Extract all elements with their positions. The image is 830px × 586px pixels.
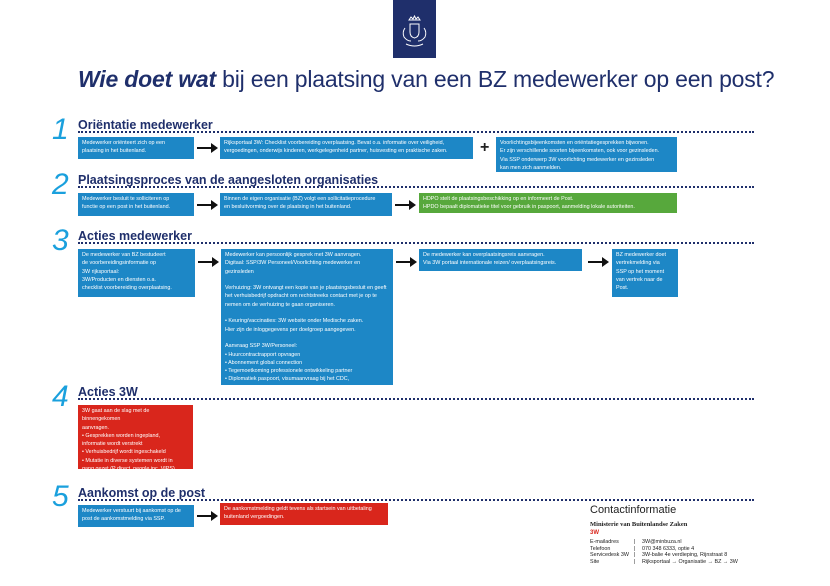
section-1-box-1 <box>78 137 194 159</box>
government-logo <box>393 0 436 58</box>
box-text-line: informatie wordt verstrekt <box>82 441 143 448</box>
box-text-line <box>225 309 389 317</box>
contact-ministry: Ministerie van Buitenlandse Zaken <box>590 521 688 528</box>
contact-table <box>590 539 738 565</box>
box-text-line: BZ medewerker doet <box>616 252 667 258</box>
box-text-line: Medewerker kan persoonlijk gesprek met 3W aanvragen. <box>225 252 362 258</box>
arrow-right-icon <box>198 256 220 268</box>
box-text-line: Er zijn verschillende soorten bijeenkomsten, ook voor gezinsleden. <box>500 148 660 155</box>
box-text-line: 3W/Producten en diensten o.a. <box>82 276 157 283</box>
section-2-box-3 <box>419 193 677 213</box>
box-text-line: • Gesprekken worden ingepland, <box>82 432 161 439</box>
section-2-number: 2 <box>52 168 69 201</box>
box-text-line: • Verhuisbedrijf wordt ingeschakeld <box>82 449 166 456</box>
box-text-line: Rijksportaal 3W: Checklist voorbereiding overplaatsing. Bevat o.a. informatie over veiligheid, <box>224 140 445 146</box>
section-4-heading: Acties 3W <box>78 385 138 399</box>
box-text-line: gang gezet (P direct, people inc, VIPS) <box>82 466 175 473</box>
box-text-line: checklist voorbereiding overplaatsing. <box>82 285 172 292</box>
contact-row-email: E-mailadres | 3W@minbuza.nl <box>590 539 738 546</box>
box-text-line: De medewerker kan overplaatsingsreis aanvragen. <box>423 252 545 258</box>
box-text-line: Voorlichtingsbijeenkomsten en oriëntatiegesprekken bijwonen. <box>500 140 649 146</box>
box-text-line: Verhuizing: 3W ontvangt een kopie van je plaatsingsbesluit en geeft <box>225 285 387 292</box>
section-3-box-4 <box>612 249 678 297</box>
box-text-line: de voorbereidingsinformatie op <box>82 260 157 267</box>
title-rest: bij een plaatsing van een BZ medewerker op een post? <box>215 66 775 92</box>
section-5-number: 5 <box>52 480 69 513</box>
contact-row-servicedesk: Servicedesk 3W | 3W-balie 4e verdieping, Rijnstraat 8 <box>590 552 728 559</box>
box-text-line: Medewerker besluit te solliciteren op <box>82 196 170 202</box>
section-1-box-3 <box>496 137 677 172</box>
box-text-line <box>225 276 389 284</box>
box-text-line: aanvragen. <box>82 424 109 431</box>
box-text-line: • Mutatie in diverse systemen wordt in <box>82 457 173 464</box>
box-text-line: • Keuring/vaccinaties: 3W website onder Medische zaken. <box>225 318 364 325</box>
box-text-line: Post. <box>616 285 629 292</box>
section-5-divider <box>78 499 754 501</box>
box-text-line: De aankomstmelding geldt tevens als startsein van uitbetaling <box>224 506 372 512</box>
section-4-divider <box>78 398 754 400</box>
coat-of-arms-icon <box>393 0 436 58</box>
section-3-number: 3 <box>52 224 69 257</box>
box-text-line: Via 3W portaal internationale reizen/ overplaatsingsreis. <box>423 260 557 267</box>
section-5-box-1 <box>78 505 194 527</box>
section-3-box-3 <box>419 249 582 271</box>
box-text-line: post de aankomstmelding via SSP. <box>82 516 165 523</box>
arrow-right-icon <box>197 142 219 154</box>
arrow-right-icon <box>588 256 610 268</box>
section-1-heading: Oriëntatie medewerker <box>78 118 213 132</box>
section-1-divider <box>78 131 754 133</box>
box-text-line: • Huurcontractrapport opvragen <box>225 351 301 358</box>
arrow-right-icon <box>395 199 417 211</box>
plus-icon: + <box>480 139 490 156</box>
section-4-number: 4 <box>52 380 69 413</box>
section-1-box-2 <box>220 137 473 159</box>
box-text-line: Via SSP onderwerp 3W voorlichting medewerker en gezinsleden <box>500 156 655 163</box>
box-text-line: HPDO bepaalt diplomatieke titel voor gebruik in paspoort, aanmelding lokale autoriteiten. <box>423 204 635 211</box>
section-2-box-2 <box>220 193 392 216</box>
section-1-number: 1 <box>52 113 69 146</box>
box-text-line: en besluitvorming over de plaatsing in het buitenland. <box>224 204 352 211</box>
arrow-right-icon <box>197 510 219 522</box>
contact-row-phone: Telefoon | 070 348 6333, optie 4 <box>590 545 695 552</box>
box-text-line: 3W gaat aan de slag met de binnengekomen <box>82 408 150 423</box>
box-text-line: nemen om de verhuizing te gaan organiseren. <box>225 301 335 308</box>
arrow-right-icon <box>197 199 219 211</box>
box-text-line: 3W rijksportaal: <box>82 268 120 275</box>
box-text-line: vertrekmelding via <box>616 260 660 267</box>
section-3-divider <box>78 242 754 244</box>
section-4-box-1 <box>78 405 193 473</box>
box-text-line: • Tegemoetkoming professionele ontwikkeling partner <box>225 368 353 375</box>
section-5-box-2 <box>220 503 388 525</box>
arrow-right-icon <box>396 256 418 268</box>
title-emphasis: Wie doet wat <box>78 66 216 92</box>
box-text-line: • Abonnement global connection <box>225 359 303 366</box>
box-text-line: Digitaal: SSP/3W Personeel/Voorlichting medewerker en gezinsleden <box>225 260 361 275</box>
box-text-line: Medewerker oriënteert zich op een <box>82 140 165 146</box>
box-text-line: • Diplomatiek paspoort, visumaanvraag bij het CDC, <box>225 376 350 383</box>
box-text-line: kan men zich aanmelden. <box>500 164 562 171</box>
contact-title: Contactinformatie <box>590 504 677 516</box>
box-text-line: plaatsing in het buitenland. <box>82 148 147 155</box>
box-text-line: vergoedingen, onderwijs kinderen, werkgelegenheid partner, huisvesting en praktische zaken. <box>224 148 448 155</box>
box-text-line <box>225 334 389 342</box>
section-3-box-1 <box>78 249 195 297</box>
box-text-line: Medewerker verstuurt bij aankomst op de <box>82 508 181 514</box>
box-text-line: Aanvraag SSP 3W/Personeel: <box>225 343 298 350</box>
section-2-divider <box>78 186 754 188</box>
section-3-box-2 <box>221 249 393 391</box>
box-text-line: De medewerker van BZ bestudeert <box>82 252 166 258</box>
page-title <box>78 66 774 93</box>
contact-email-link[interactable]: 3W@minbuza.nl <box>642 539 682 545</box>
section-5-heading: Aankomst op de post <box>78 486 206 500</box>
box-text-line: HDPO stelt de plaatsingsbeschikking op en informeert de Post. <box>423 196 574 202</box>
box-text-line: Hier zijn de inloggegevens per doelgroep aangegeven. <box>225 326 356 333</box>
box-text-line: het verhuisbedrijf opdracht om rechtstreeks contact met je op te <box>225 293 377 300</box>
box-text-line: Bezuidenhoutseweg 67 (oude locatie BZ) <box>225 384 324 391</box>
box-text-line: SSP op het moment <box>616 268 665 275</box>
section-3-heading: Acties medewerker <box>78 229 192 243</box>
contact-unit: 3W <box>590 530 599 536</box>
box-text-line: van vertrek naar de <box>616 276 663 283</box>
section-2-box-1 <box>78 193 194 216</box>
contact-row-site: Site | Rijksportaal → Organisatie → BZ → 3W <box>590 558 738 565</box>
box-text-line: Binnen de eigen organisatie (BZ) volgt een sollicitatieprocedure <box>224 196 376 202</box>
box-text-line: buitenland vergoedingen. <box>224 514 285 521</box>
box-text-line: functie op een post in het buitenland. <box>82 204 171 211</box>
section-2-heading: Plaatsingsproces van de aangesloten organisaties <box>78 173 379 187</box>
